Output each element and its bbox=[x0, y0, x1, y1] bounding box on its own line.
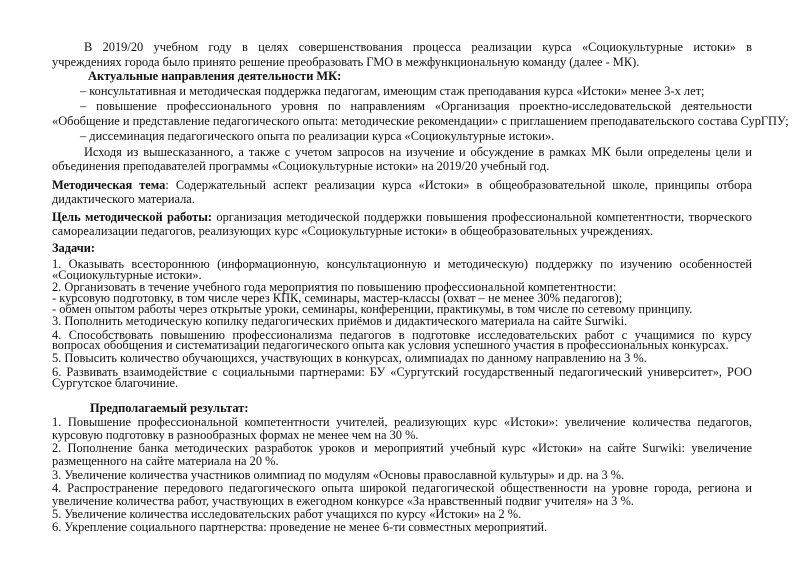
task-item-text: 4. Способствовать повышению профессионализма педагогов в подготовке исследовательских работ с учащимися по курсу bbox=[52, 327, 752, 342]
methodical-goal-label: Цель методической работы: bbox=[52, 210, 212, 224]
intro-line bbox=[84, 40, 752, 54]
directions-heading-text: Актуальные направления деятельности МК: bbox=[88, 69, 342, 83]
direction-item-text: – консультативная и методическая поддержка педагогам, имеющим стаж преподавания курса «Истоки» менее 3-х лет; bbox=[80, 84, 705, 98]
intro-line-text: В 2019/20 учебном году в целях совершенствования процесса реализации курса «Социокультурные истоки» в bbox=[84, 40, 752, 54]
task-item-text: 3. Пополнить методическую копилку педагогических приёмов и дидактического материала на сайте Surwiki. bbox=[52, 314, 628, 329]
direction-item-text: – повышение профессионального уровня по направлениям «Организация проектно-исследовательской деятельности bbox=[80, 99, 752, 113]
task-item bbox=[52, 376, 752, 390]
task-item-text: - курсовую подготовку, в том числе через КПК, семинары, мастер-классы (охват – не менее 30% педагогов); bbox=[52, 291, 623, 305]
result-item bbox=[52, 520, 752, 534]
results-heading bbox=[90, 401, 752, 415]
result-item bbox=[52, 494, 752, 508]
result-item bbox=[52, 481, 752, 495]
task-item-text: 1. Оказывать всестороннюю (информационную, консультационную и методическую) поддержку по изучению особенностей bbox=[52, 257, 752, 271]
intro-line bbox=[52, 55, 752, 69]
intro-line-text: учреждениях города было принято решение преобразовать ГМО в межфункциональную команду (далее - МК). bbox=[52, 55, 640, 69]
direction-item-text: – диссеминация педагогического опыта по реализации курса «Социокультурные истоки». bbox=[80, 129, 555, 143]
methodical-goal bbox=[52, 210, 752, 224]
results-heading-text: Предполагаемый результат: bbox=[90, 401, 249, 415]
goals-intro-line bbox=[52, 159, 752, 173]
result-item-text: курсовую подготовку в разнообразных формах не менее чем на 30 %. bbox=[52, 428, 419, 443]
direction-item bbox=[80, 84, 752, 98]
tasks-heading-text: Задачи: bbox=[52, 241, 95, 255]
goals-intro-line-text: объединения преподавателей программы «Социокультурные истоки» на 2019/20 учебный год. bbox=[52, 159, 550, 173]
direction-item bbox=[52, 114, 789, 128]
result-item-text: 5. Увеличение количества исследовательских работ учащихся по курсу «Истоки» на 2 %. bbox=[52, 506, 522, 521]
tasks-heading bbox=[52, 241, 752, 255]
result-item-text: размещенного на сайте материала на 20 %. bbox=[52, 454, 279, 469]
result-item bbox=[52, 454, 752, 468]
task-item-text: - обмен опытом работы через открытые уроки, семинары, конференции, практикумы, в том числе по сетевому принципу. bbox=[52, 302, 693, 317]
result-item-text: 1. Повышение профессиональной компетентности учителей, реализующих курс «Истоки»: увеличение количества педагогов, bbox=[52, 415, 752, 430]
task-item-text: вопросах обобщения и систематизации педагогического опыта как условия успешного участия в профессиональных конкурсах. bbox=[52, 338, 729, 353]
result-item-text: 6. Укрепление социального партнерства: проведение не менее 6-ти совместных мероприятий. bbox=[52, 520, 548, 534]
goals-intro-line-text: Исходя из вышесказанного, а также с учетом запросов на изучение и обсуждение в рамках МК были определены цели и bbox=[84, 145, 752, 159]
task-item-text: «Социокультурные истоки». bbox=[52, 267, 202, 282]
goals-intro-line bbox=[84, 145, 752, 159]
task-item-text: Сургутское благочиние. bbox=[52, 376, 179, 390]
methodical-goal-text: самореализации педагогов, реализующих курс «Социокультурные истоки» в общеобразовательных учреждениях. bbox=[52, 224, 654, 238]
result-item-text: 2. Пополнение банка методических разработок уроков и мероприятий учебный курс «Истоки» на сайте Surwiki: увеличение bbox=[52, 441, 752, 456]
task-item-text: 6. Развивать взаимодействие с социальными партнерами: БУ «Сургутский государственный педагогический университет», РОО bbox=[52, 364, 752, 379]
methodical-theme bbox=[52, 178, 752, 192]
result-item bbox=[52, 415, 752, 429]
directions-heading bbox=[88, 69, 752, 83]
result-item bbox=[52, 441, 752, 455]
direction-item-text: «Обобщение и представление педагогического опыта: методические рекомендации» с приглашением преподавательского состава СурГПУ; bbox=[52, 114, 789, 128]
task-item bbox=[52, 351, 752, 365]
task-item-text: 5. Повысить количество обучающихся, участвующих в конкурсах, олимпиадах по данному направлению на 3 %. bbox=[52, 351, 647, 366]
methodical-theme bbox=[52, 192, 752, 206]
methodical-goal bbox=[52, 224, 752, 238]
result-item bbox=[52, 507, 752, 521]
task-item bbox=[52, 314, 752, 328]
direction-item bbox=[80, 129, 752, 143]
methodical-goal-text: организация методической поддержки повышения профессиональной компетентности, творческого bbox=[216, 210, 752, 224]
result-item bbox=[52, 468, 752, 482]
direction-item bbox=[80, 99, 752, 113]
result-item bbox=[52, 428, 752, 442]
result-item-text: 3. Увеличение количества участников олимпиад по модулям «Основы православной культуры» и др. на 3 %. bbox=[52, 467, 625, 482]
result-item-text: увеличение количества работ, участвующих в ежегодном конкурсе «За нравственный подвиг учителя» на 3 %. bbox=[52, 493, 634, 508]
task-item-text: 2. Организовать в течение учебного года мероприятия по повышению профессиональной компетентности: bbox=[52, 280, 617, 295]
result-item-text: 4. Распространение передового педагогического опыта широкой педагогической общественности на уровне города, региона и bbox=[52, 480, 752, 495]
methodical-theme-text: : Содержательный аспект реализации курса «Истоки» в общеобразовательной школе, принципы отбора bbox=[165, 178, 752, 192]
methodical-theme-label: Методическая тема bbox=[52, 178, 166, 192]
methodical-theme-text: дидактического материала. bbox=[52, 192, 195, 206]
